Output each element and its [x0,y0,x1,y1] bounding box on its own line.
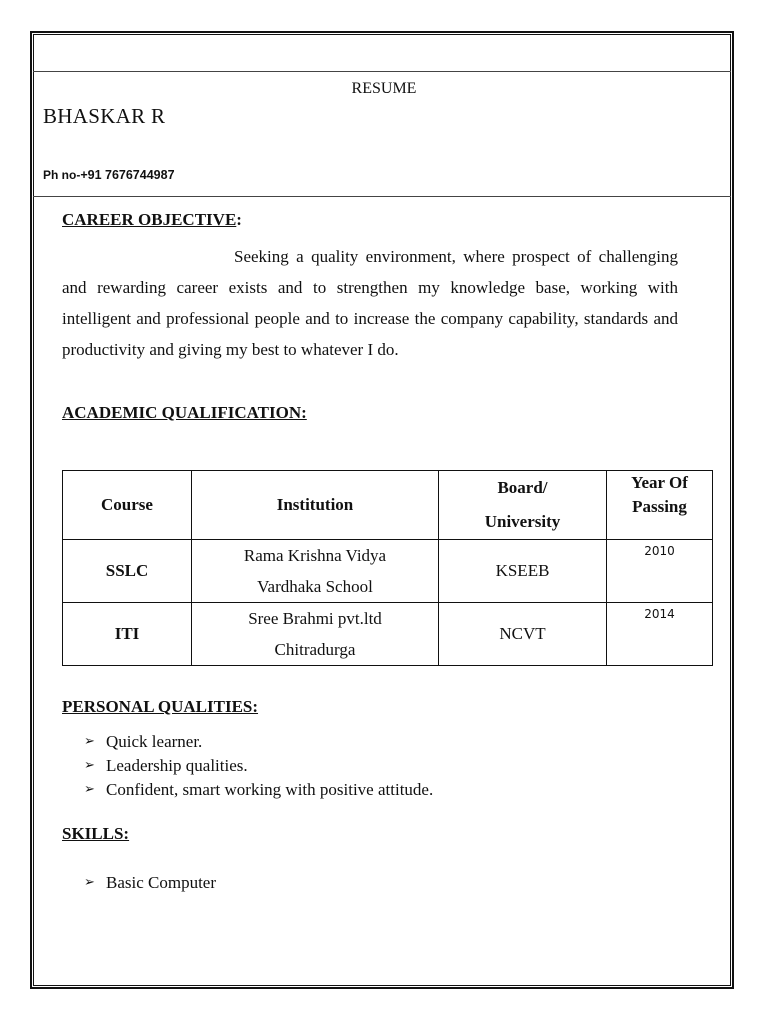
column-header-institution: Institution [192,471,439,540]
course-cell: ITI [63,603,192,666]
personal-qualities-list [84,730,433,802]
skills-list [84,871,216,895]
course-cell: SSLC [63,540,192,603]
board-cell: NCVT [439,603,607,666]
institution-cell [192,603,439,666]
career-objective-heading-text: CAREER OBJECTIVE [62,210,237,229]
arrow-bullet-icon: ➢ [84,782,95,797]
year-cell: 2010 [607,540,713,603]
career-objective-colon: : [236,210,242,229]
column-header-board [439,471,607,540]
year-cell: 2014 [607,603,713,666]
academic-table [62,470,713,666]
candidate-name: BHASKAR R [43,104,166,128]
phone-line [43,168,175,182]
career-objective-heading [62,210,242,230]
phone-number: +91 7676744987 [80,168,175,182]
table-row [63,540,713,603]
column-header-year-text: Year Of Passing [631,473,688,516]
list-item-text: Quick learner. [106,732,203,751]
list-item-text: Basic Computer [106,873,217,892]
list-item-text: Confident, smart working with positive attitude. [106,780,434,799]
table-header-row [63,471,713,540]
column-header-board-text: Board/ University [484,478,561,531]
arrow-bullet-icon: ➢ [84,875,95,890]
list-item-text: Leadership qualities. [106,756,248,775]
list-item [84,730,433,754]
header-divider-bottom [33,196,731,197]
arrow-bullet-icon: ➢ [84,734,95,749]
institution-line: Vardhaka School [257,577,373,596]
institution-line: Sree Brahmi pvt.ltd [248,609,382,628]
personal-qualities-heading: PERSONAL QUALITIES: [62,697,259,716]
table-row [63,603,713,666]
arrow-bullet-icon: ➢ [84,758,95,773]
document-title: RESUME [351,80,417,97]
institution-cell [192,540,439,603]
header-divider-top [33,71,731,72]
column-header-course: Course [63,471,192,540]
board-cell: KSEEB [439,540,607,603]
career-objective-text: Seeking a quality environment, where prospect of challenging and rewarding career exists and to strengthen my knowledge base, working with intelligent and professional people and to increase the company capability, standards and productivity and giving my best to whatever I do. [62,247,678,359]
institution-line: Chitradurga [274,640,356,659]
skills-heading: SKILLS: [62,824,130,843]
column-header-year [607,471,713,540]
phone-label: Ph no- [43,168,81,182]
list-item [84,754,433,778]
list-item [84,778,433,802]
institution-line: Rama Krishna Vidya [243,546,387,565]
academic-heading: ACADEMIC QUALIFICATION: [62,403,307,422]
list-item [84,871,216,895]
